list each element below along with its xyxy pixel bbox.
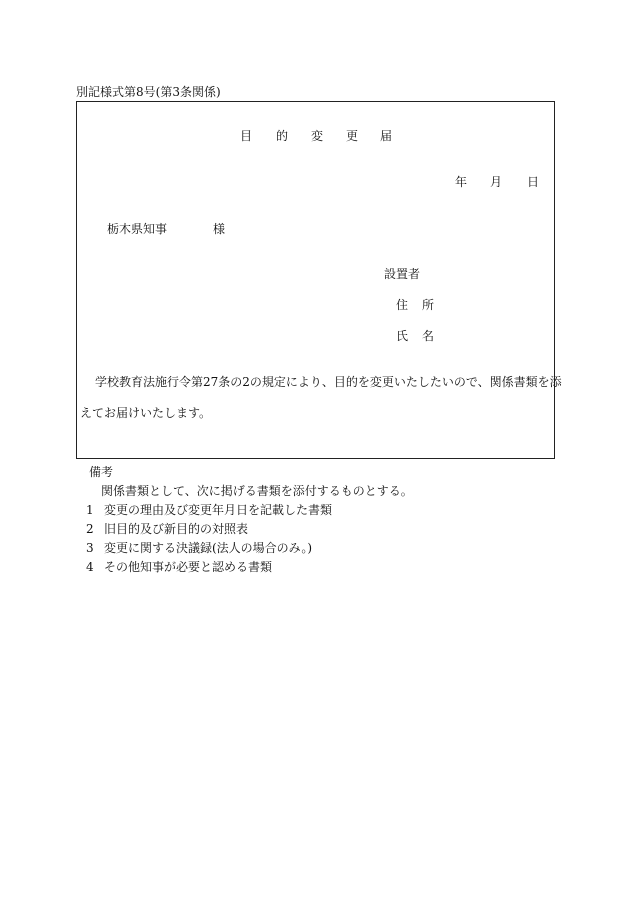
name-label-char-1: 氏 [396, 329, 409, 343]
honorific: 様 [213, 222, 226, 236]
date-day-label: 日 [527, 175, 540, 189]
title-char-4: 更 [346, 129, 359, 143]
remark-text: 変更の理由及び変更年月日を記載した書類 [104, 503, 333, 517]
remark-item-1 [86, 501, 332, 518]
founder-label: 設置者 [384, 267, 421, 281]
form-number-label: 別記様式第8号(第3条関係) [76, 85, 221, 99]
body-text-line-1: 学校教育法施行令第27条の2の規定により、目的を変更いたしたいので、関係書類を添 [95, 375, 562, 389]
date-month-label: 月 [490, 175, 503, 189]
remark-item-2 [86, 520, 248, 537]
remark-number: 2 [86, 522, 94, 536]
remark-number: 3 [86, 541, 94, 555]
remark-text: その他知事が必要と認める書類 [104, 560, 273, 574]
title-char-2: 的 [276, 129, 289, 143]
body-text-line-2: えてお届けいたします。 [80, 406, 212, 420]
remark-text: 変更に関する決議録(法人の場合のみ。) [104, 541, 313, 555]
name-label [396, 327, 434, 344]
title-char-3: 変 [311, 129, 324, 143]
remark-item-3 [86, 539, 312, 556]
address-label-char-2: 所 [422, 298, 435, 312]
date-year-label: 年 [455, 175, 468, 189]
remark-item-4 [86, 558, 272, 575]
title-char-1: 目 [240, 129, 253, 143]
addressee: 栃木県知事 [107, 222, 168, 236]
remarks-title: 備考 [89, 465, 114, 479]
title-char-5: 届 [380, 129, 393, 143]
address-label [396, 296, 434, 313]
remark-number: 4 [86, 560, 94, 574]
remark-number: 1 [86, 503, 94, 517]
remarks-intro: 関係書類として、次に掲げる書類を添付するものとする。 [101, 484, 413, 498]
remark-text: 旧目的及び新目的の対照表 [104, 522, 249, 536]
name-label-char-2: 名 [422, 329, 435, 343]
address-label-char-1: 住 [396, 298, 409, 312]
